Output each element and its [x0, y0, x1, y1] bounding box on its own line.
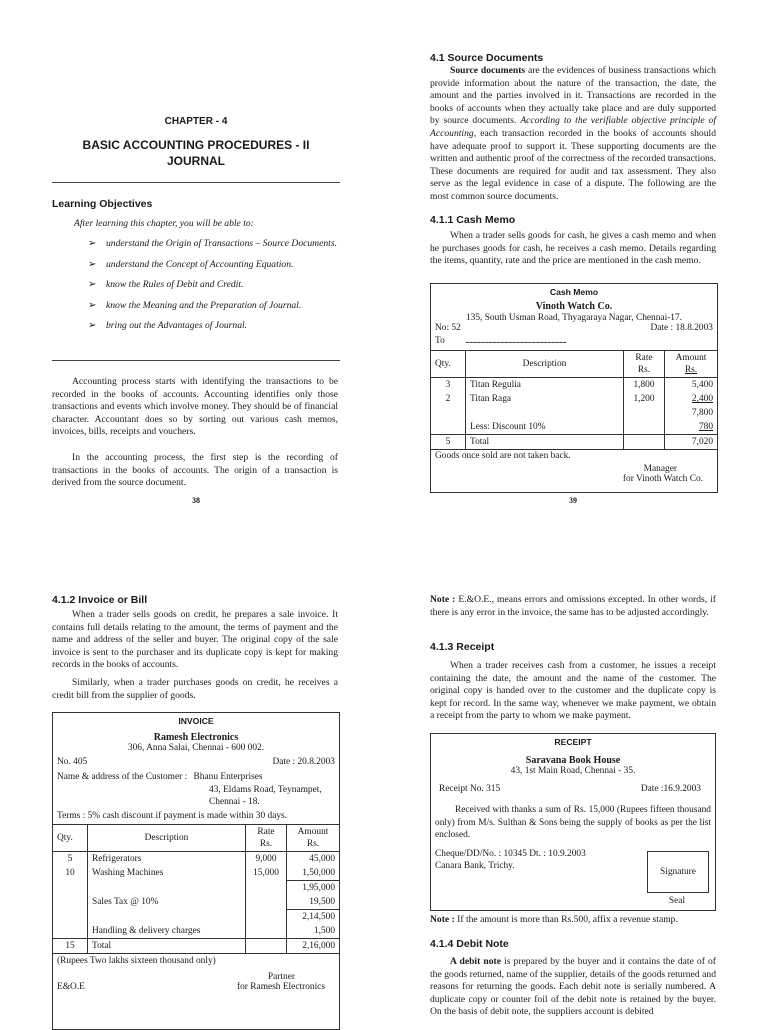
section-heading: 4.1.1 Cash Memo	[430, 214, 516, 226]
rate-header: Rate	[635, 353, 653, 363]
cell: 5	[67, 853, 73, 864]
invoice-number: No. 405	[57, 757, 88, 767]
objectives-intro: After learning this chapter, you will be able to:	[74, 218, 254, 229]
col-header: Description	[466, 351, 624, 378]
chapter-subtitle: JOURNAL	[166, 154, 225, 168]
page-number: 39	[569, 496, 577, 505]
col-header	[246, 824, 287, 851]
cell: 1,50,000	[287, 866, 340, 881]
receipt-date: Date :16.9.2003	[640, 784, 701, 794]
total-qty: 15	[65, 940, 75, 951]
memo-note: Goods once sold are not taken back.	[435, 451, 571, 461]
objective-item: ➢ bring out the Advantages of Journal.	[88, 320, 340, 333]
table-row	[53, 895, 339, 910]
text: If the amount is more than Rs.500, affix a revenue stamp.	[454, 914, 678, 925]
cell: Washing Machines	[88, 866, 246, 881]
note-label: Note :	[430, 594, 456, 605]
cell: 3	[445, 380, 451, 390]
col-header	[624, 351, 665, 378]
receipt-number: Receipt No. 315	[439, 784, 501, 794]
receipt-label: RECEIPT	[554, 737, 592, 747]
cell: 5,400	[665, 378, 718, 393]
total-qty: 5	[445, 437, 451, 447]
chapter-label: CHAPTER - 4	[164, 116, 228, 127]
chapter-title: BASIC ACCOUNTING PROCEDURES - II	[82, 138, 310, 152]
subtotal: 7,800	[665, 406, 718, 420]
company-address: 135, South Usman Road, Thyagaraya Nagar, Chennai-17.	[465, 313, 683, 323]
subtotal: 2,14,500	[287, 909, 340, 924]
cell: 15,000	[246, 866, 287, 881]
objective-item: ➢ know the Meaning and the Preparation of Journal.	[88, 300, 340, 313]
paragraph: When a trader receives cash from a customer, he issues a receipt containing the date, the amount and the name of the customer. The original copy is handed over to the customer and the duplicate copy is kept for record. In the same way, whenever we make payment, we obtain a receipt from the party to whom we make payment.	[430, 660, 716, 722]
total-row	[431, 435, 717, 450]
table-row	[431, 420, 717, 435]
col-header	[665, 351, 718, 378]
term-bold: Source documents	[450, 65, 526, 76]
total-label: Total	[88, 938, 246, 953]
signatory: Manager	[643, 464, 677, 474]
total-row	[53, 938, 339, 953]
objective-item: ➢ know the Rules of Debit and Credit.	[88, 279, 340, 292]
memo-number-row	[431, 323, 717, 336]
to-blank: ...........................................................................	[465, 336, 566, 346]
text: are the evidences of business transactions which provide information about the nature of the transaction, the date, the amount and the parties involved in it. Transactions are recorded in the books of accounts when they actually take place and are duly supported by source documents.	[430, 65, 716, 127]
invoice-label: INVOICE	[178, 716, 214, 726]
cash-memo	[430, 283, 718, 493]
invoice-table	[53, 824, 339, 954]
cell: 9,000	[246, 851, 287, 866]
table-row	[431, 406, 717, 420]
company-address: 306, Anna Salai, Chennai - 600 002.	[127, 743, 265, 753]
table-row	[53, 924, 339, 939]
company-address: 43, 1st Main Road, Chennai - 35.	[510, 766, 636, 776]
cell: Refrigerators	[88, 851, 246, 866]
paragraph: Similarly, when a trader purchases goods on credit, he receives a credit bill from the supplier of goods.	[52, 677, 338, 701]
customer-city: Chennai - 18.	[209, 797, 260, 807]
company-name: Ramesh Electronics	[153, 732, 239, 743]
table-row	[53, 880, 339, 895]
cell: 2	[445, 394, 451, 404]
page-number: 38	[192, 496, 200, 505]
seal-label: Seal	[668, 896, 686, 906]
objective-item: ➢ understand the Origin of Transactions – Source Documents.	[88, 238, 340, 251]
customer-name: Bhanu Enterprises	[193, 772, 263, 782]
tax-value: 19,500	[287, 895, 340, 910]
table-row	[53, 909, 339, 924]
cash-memo-label: Cash Memo	[549, 287, 599, 297]
signatory-firm: for Ramesh Electronics	[237, 981, 325, 992]
divider	[52, 182, 340, 183]
cell: 1,800	[624, 378, 665, 393]
customer-label: Name & address of the Customer :	[57, 772, 188, 782]
handling-value: 1,500	[287, 924, 340, 939]
paragraph	[430, 956, 716, 1019]
amount-unit: Rs.	[684, 365, 698, 375]
rate-unit: Rs.	[259, 838, 273, 849]
customer-block	[53, 771, 339, 809]
col-header: Qty.	[435, 359, 451, 369]
receipt	[430, 733, 716, 911]
table-row	[431, 378, 717, 393]
learning-objectives-heading: Learning Objectives	[52, 198, 153, 210]
paragraph: When a trader sells goods on credit, he prepares a sale invoice. It contains full details relating to the amount, the terms of payment and the name and address of the seller and buyer. The original copy of the sale invoice is sent to the purchaser and its duplicate copy is kept for making records in the books of accounts.	[52, 609, 338, 671]
company-name: Vinoth Watch Co.	[535, 301, 613, 312]
company-name: Saravana Book House	[525, 755, 621, 766]
amount-header: Amount	[297, 826, 329, 837]
amount-header: Amount	[675, 353, 707, 363]
paragraph: In the accounting process, the first step is the recording of transactions in the books of accounts. The origin of a transaction is derived from the source document.	[52, 452, 338, 489]
signatory-firm: for Vinoth Watch Co.	[622, 474, 703, 484]
cell: 2,400	[691, 394, 713, 404]
discount-label: Less: Discount 10%	[466, 420, 624, 435]
cell: 10	[65, 867, 75, 878]
col-header: Description	[88, 824, 246, 851]
payment-terms: Terms : 5% cash discount if payment is made within 30 days.	[57, 810, 288, 821]
section-heading: 4.1.2 Invoice or Bill	[52, 594, 148, 606]
cheque-details: Cheque/DD/No. : 10345 Dt. : 10.9.2003	[435, 848, 586, 859]
table-row	[431, 392, 717, 406]
text: is prepared by the buyer and it contains the date of of the goods returned, name of the supplier, details of the goods returned and reasons for returning the goods. Each debit note is serially numbered. A duplicate copy or counter foil of the debit note is retained by the buyer. On the basis of debit note, the suppliers account is debited	[430, 956, 717, 1018]
amount-in-words: (Rupees Two lakhs sixteen thousand only)	[57, 955, 216, 966]
objective-item: ➢ understand the Concept of Accounting Equation.	[88, 259, 340, 272]
memo-to-row	[431, 336, 717, 350]
invoice-footer	[53, 982, 339, 995]
section-heading: 4.1 Source Documents	[430, 52, 544, 64]
cell: 45,000	[287, 851, 340, 866]
memo-number: No: 52	[435, 323, 461, 333]
note-label: Note :	[430, 914, 455, 925]
divider	[52, 360, 340, 361]
eoe-label: E&O.E	[57, 981, 85, 992]
paragraph	[430, 914, 716, 927]
tax-label: Sales Tax @ 10%	[88, 895, 246, 910]
rate-header: Rate	[257, 826, 275, 837]
cell: Titan Regulia	[466, 378, 624, 393]
section-heading: 4.1.4 Debit Note	[430, 938, 509, 950]
signature-box: Signature	[647, 851, 709, 893]
paragraph	[430, 594, 716, 619]
term-bold: A debit note	[450, 956, 501, 967]
total-label: Total	[466, 435, 624, 450]
discount-value: 780	[698, 422, 713, 432]
text: , each transaction recorded in the books of accounts should have adequate proof to support it. These supporting documents are the written and authentic proof of the correctness of the recorded transactions. These documents are required for audit and tax assessment. They also serve as the legal evidence in case of a dispute. The following are the most common source documents.	[430, 127, 716, 202]
invoice-number-row	[53, 753, 339, 771]
memo-date: Date : 18.8.2003	[650, 323, 713, 333]
paragraph: When a trader sells goods for cash, he gives a cash memo and when he purchases goods for cash, he receives a cash memo. Details regarding the items, quantity, rate and the price are mentioned in the cash memo.	[430, 230, 716, 267]
subtotal: 1,95,000	[287, 880, 340, 895]
objectives-list	[88, 238, 340, 341]
to-label: To	[435, 336, 445, 346]
rate-unit: Rs.	[637, 365, 651, 375]
table-row	[53, 866, 339, 881]
table-row	[53, 851, 339, 866]
customer-address: 43, Eldams Road, Teynampet,	[209, 784, 322, 795]
invoice-date: Date : 20.8.2003	[272, 757, 335, 767]
cash-memo-table	[431, 350, 717, 450]
invoice	[52, 712, 340, 1030]
bank-details: Canara Bank, Trichy.	[435, 861, 515, 872]
total-value: 2,16,000	[287, 938, 340, 953]
receipt-number-row	[431, 776, 715, 798]
paragraph: Accounting process starts with identifying the transactions to be recorded in the books of accounts. Accounting identifies only those transactions and events which involve money. They should be of financial character. Accountant does so by sorting out various cash memos, invoices, bills, receipts and vouchers.	[52, 376, 338, 438]
col-header: Qty.	[57, 832, 73, 843]
receipt-body: Received with thanks a sum of Rs. 15,000 (Rupees fifteen thousand only) from M/s. Sulthan & Sons being the supply of books as per the list enclosed.	[435, 805, 711, 841]
handling-label: Handling & delivery charges	[88, 924, 246, 939]
total-value: 7,020	[665, 435, 718, 450]
section-heading: 4.1.3 Receipt	[430, 641, 495, 653]
signatory: Partner	[267, 971, 295, 982]
cell: 1,200	[624, 392, 665, 406]
col-header	[287, 824, 340, 851]
paragraph	[430, 65, 716, 204]
cell: Titan Raga	[466, 392, 624, 406]
amount-unit: Rs.	[306, 838, 320, 849]
text: E.&O.E., means errors and omissions excepted. In other words, if there is any error in the invoice, the same has to be adjusted accordingly.	[430, 594, 716, 618]
text-italic: According to the verifiable objective principle of Accounting	[430, 115, 716, 139]
